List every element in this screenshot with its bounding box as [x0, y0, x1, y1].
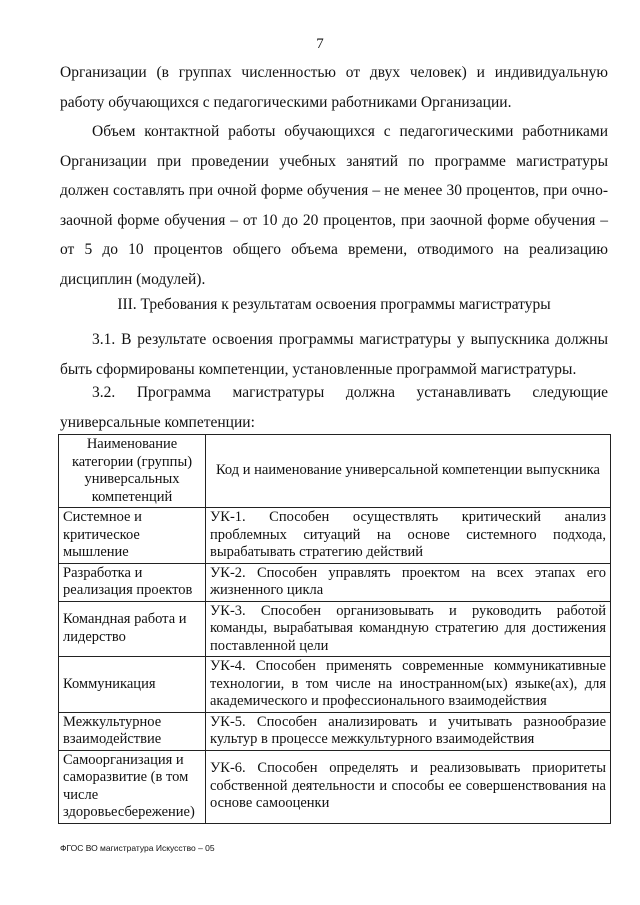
row-category: Системное и критическое мышление: [59, 508, 206, 564]
table-row: [59, 750, 611, 823]
row-category: Коммуникация: [59, 657, 206, 713]
row-category: Разработка и реализация проектов: [59, 563, 206, 601]
footer-note: ФГОС ВО магистратура Искусство – 05: [60, 843, 215, 853]
paragraph-2-container: [60, 117, 608, 294]
table-header-row: [59, 435, 611, 508]
paragraph-1-container: [60, 58, 608, 117]
paragraph-3-container: [60, 325, 608, 384]
table-row: [59, 601, 611, 657]
paragraph-2: Объем контактной работы обучающихся с педагогическими работниками Организации при проведении учебных занятий по программе магистратуры должен составлять при очной форме обучения – не менее 30 процентов, при очно-заочной форме обучения – от 10 до 20 процентов, при заочной форме обучения – от 5 до 10 процентов общего объема времени, отводимого на реализацию дисциплин (модулей).: [60, 123, 608, 288]
page-number: 7: [316, 36, 324, 52]
header-competence: Код и наименование универсальной компетенции выпускника: [206, 435, 611, 508]
row-competence: УК-5. Способен анализировать и учитывать разнообразие культур в процессе межкультурного взаимодействия: [206, 712, 611, 750]
row-category: Межкультурное взаимодействие: [59, 712, 206, 750]
table-row: [59, 712, 611, 750]
row-competence: УК-2. Способен управлять проектом на всех этапах его жизненного цикла: [206, 563, 611, 601]
row-competence: УК-4. Способен применять современные коммуникативные технологии, в том числе на иностранном(ых) языке(ах), для академического и профессионального взаимодействия: [206, 657, 611, 713]
header-category: Наименование категории (группы) универсальных компетенций: [59, 435, 206, 508]
paragraph-4: 3.2. Программа магистратуры должна устанавливать следующие универсальные компетенции:: [60, 384, 608, 431]
row-category: Самоорганизация и саморазвитие (в том числе здоровьесбережение): [59, 750, 206, 823]
paragraph-1: Организации (в группах численностью от двух человек) и индивидуальную работу обучающихся с педагогическими работниками Организации.: [60, 64, 608, 111]
competences-table: [58, 434, 611, 824]
row-category: Командная работа и лидерство: [59, 601, 206, 657]
table-row: [59, 657, 611, 713]
paragraph-4-container: [60, 378, 608, 437]
row-competence: УК-3. Способен организовывать и руководить работой команды, вырабатывая командную стратегию для достижения поставленной цели: [206, 601, 611, 657]
row-competence: УК-1. Способен осуществлять критический анализ проблемных ситуаций на основе системного подхода, вырабатывать стратегию действий: [206, 508, 611, 564]
table-row: [59, 563, 611, 601]
row-competence: УК-6. Способен определять и реализовывать приоритеты собственной деятельности и способы ее совершенствования на основе самооценки: [206, 750, 611, 823]
section-heading: III. Требования к результатам освоения программы магистратуры: [117, 296, 551, 313]
paragraph-3: 3.1. В результате освоения программы магистратуры у выпускника должны быть сформированы компетенции, установленные программой магистратуры.: [60, 331, 608, 378]
table-row: [59, 508, 611, 564]
